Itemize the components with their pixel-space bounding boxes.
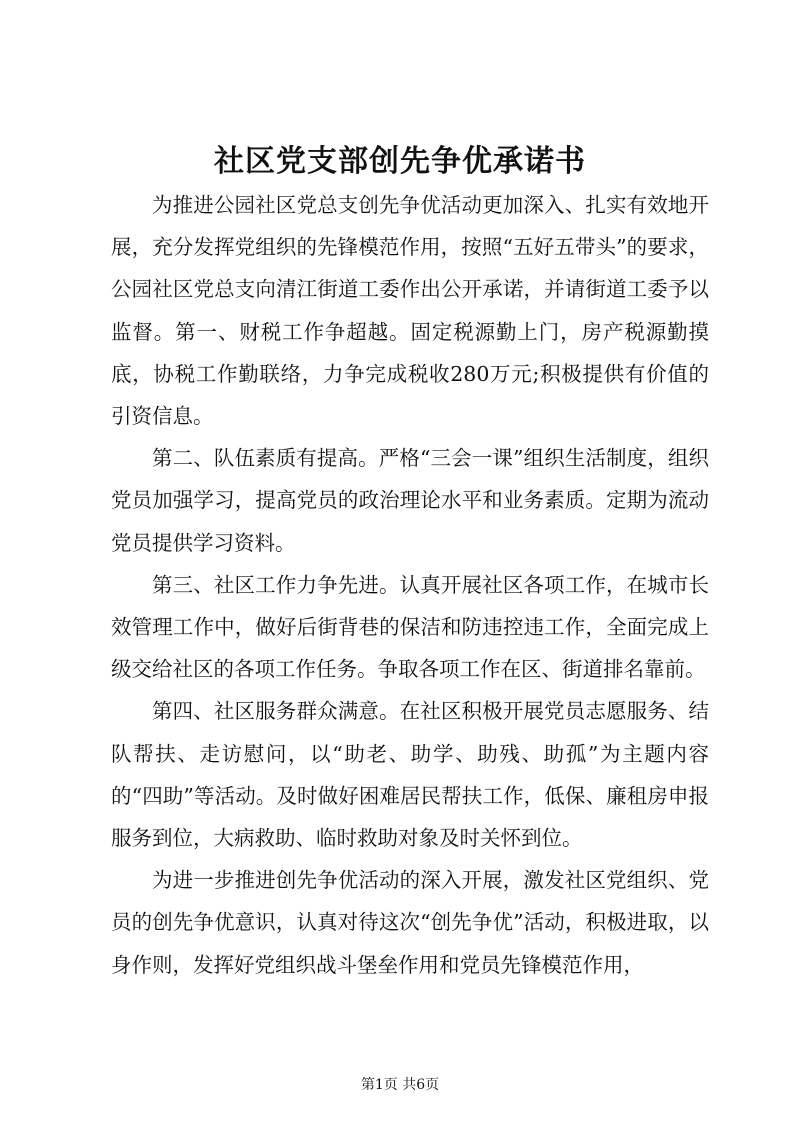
page-number: 第1页 共6页 bbox=[360, 1077, 440, 1093]
document-title: 社区党支部创先争优承诺书 bbox=[214, 144, 586, 179]
paragraph-1: 为推进公园社区党总支创先争优活动更加深入、扎实有效地开展，充分发挥党组织的先锋模范作用，按照“五好五带头”的要求，公园社区党总支向清江街道工委作出公开承诺，并请街道工委予以监督。第一、财税工作争超越。固定税源勤上门，房产税源勤摸底，协税工作勤联络，力争完成税收280万元;积极提供有价值的引资信息。 bbox=[111, 193, 709, 429]
paragraph-2: 第二、队伍素质有提高。严格“三会一课”组织生活制度，组织党员加强学习，提高党员的政治理论水平和业务素质。定期为流动党员提供学习资料。 bbox=[111, 446, 709, 555]
paragraph-4: 第四、社区服务群众满意。在社区积极开展党员志愿服务、结队帮扶、走访慰问，以“助老、助学、助残、助孤”为主题内容的“四助”等活动。及时做好困难居民帮扶工作，低保、廉租房申报服务到位，大病救助、临时救助对象及时关怀到位。 bbox=[111, 699, 709, 851]
document-body bbox=[111, 184, 709, 986]
paragraph-5: 为进一步推进创先争优活动的深入开展，激发社区党组织、党员的创先争优意识，认真对待这次“创先争优”活动，积极进取，以身作则，发挥好党组织战斗堡垒作用和党员先锋模范作用， bbox=[111, 868, 709, 977]
paragraph-3: 第三、社区工作力争先进。认真开展社区各项工作，在城市长效管理工作中，做好后街背巷的保洁和防违控违工作，全面完成上级交给社区的各项工作任务。争取各项工作在区、街道排名靠前。 bbox=[111, 572, 709, 682]
